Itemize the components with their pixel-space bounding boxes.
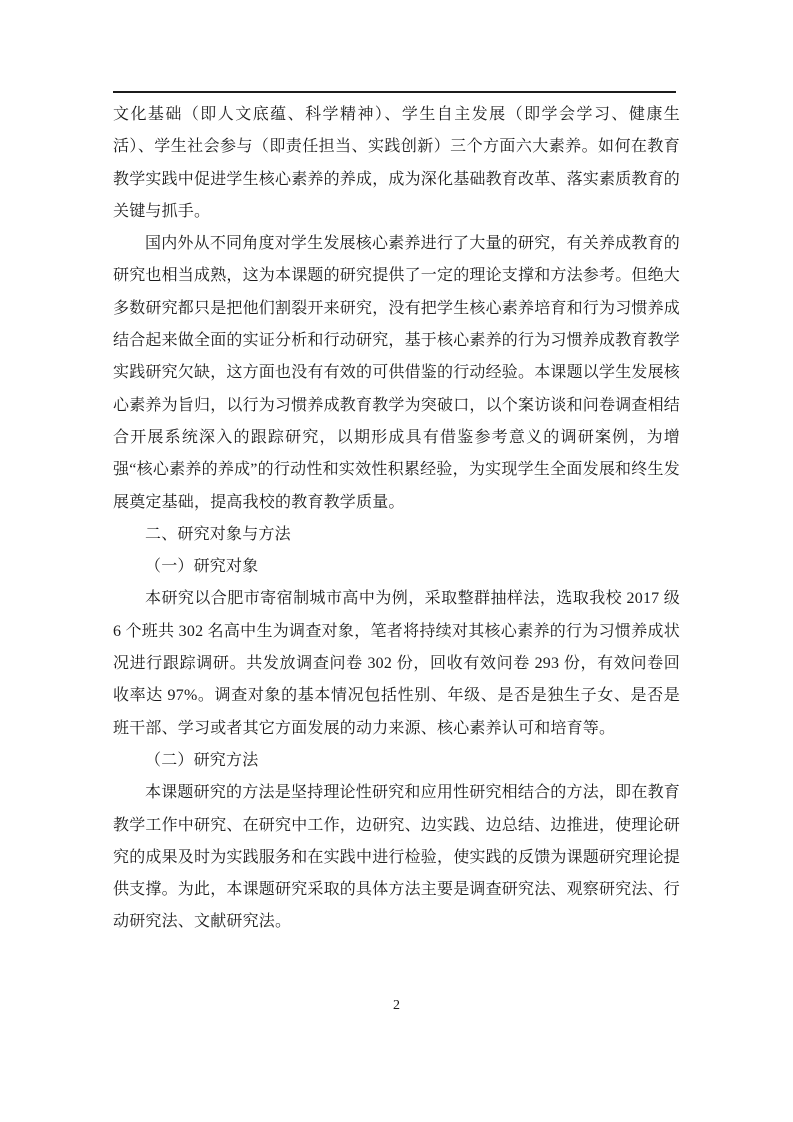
document-body (113, 99, 680, 939)
section-heading-research-subjects-methods: 二、研究对象与方法 (145, 525, 291, 543)
paragraph-methodology: 本课题研究的方法是坚持理论性研究和应用性研究相结合的方法，即在教育教学工作中研究、在研究中工作，边研究、边实践、边总结、边推进，使理论研究的成果及时为实践服务和在实践中进行检验，使实践的反馈为课题研究理论提供支撑。为此，本课题研究采取的具体方法主要是调查研究法、观察研究法、行动研究法、文献研究法。 (113, 784, 681, 931)
subsection-heading-research-methods: （二）研究方法 (145, 751, 259, 769)
paragraph-core-competencies: 文化基础（即人文底蕴、科学精神）、学生自主发展（即学会学习、健康生活）、学生社会参与（即责任担当、实践创新）三个方面六大素养。如何在教育教学实践中促进学生核心素养的养成，成为深化基础教育改革、落实素质教育的关键与抓手。 (113, 106, 681, 220)
paragraph-survey-sample: 本研究以合肥市寄宿制城市高中为例，采取整群抽样法，选取我校 2017 级 6 个班共 302 名高中生为调查对象，笔者将持续对其核心素养的行为习惯养成状况进行跟踪调研。共发放调查问卷 302 份，回收有效问卷 293 份，有效问卷回收率达 97%。调查对象的基本情况包括性别、年级、是否是独生子女、是否是班干部、学习或者其它方面发展的动力来源、核心素养认可和培育等。 (113, 590, 680, 737)
subsection-heading-research-subjects: （一）研究对象 (145, 558, 259, 576)
page-number: 2 (393, 998, 400, 1013)
page-footer (0, 996, 793, 1016)
header-rule (113, 91, 676, 93)
paragraph-research-background: 国内外从不同角度对学生发展核心素养进行了大量的研究，有关养成教育的研究也相当成熟，这为本课题的研究提供了一定的理论支撑和方法参考。但绝大多数研究都只是把他们割裂开来研究，没有把学生核心素养培育和行为习惯养成结合起来做全面的实证分析和行动研究，基于核心素养的行为习惯养成教育教学实践研究欠缺，这方面也没有有效的可供借鉴的行动经验。本课题以学生发展核心素养为旨归，以行为习惯养成教育教学为突破口，以个案访谈和问卷调查相结合开展系统深入的跟踪研究，以期形成具有借鉴参考意义的调研案例，为增强“核心素养的养成”的行动性和实效性积累经验，为实现学生全面发展和终生发展奠定基础，提高我校的教育教学质量。 (113, 235, 681, 511)
